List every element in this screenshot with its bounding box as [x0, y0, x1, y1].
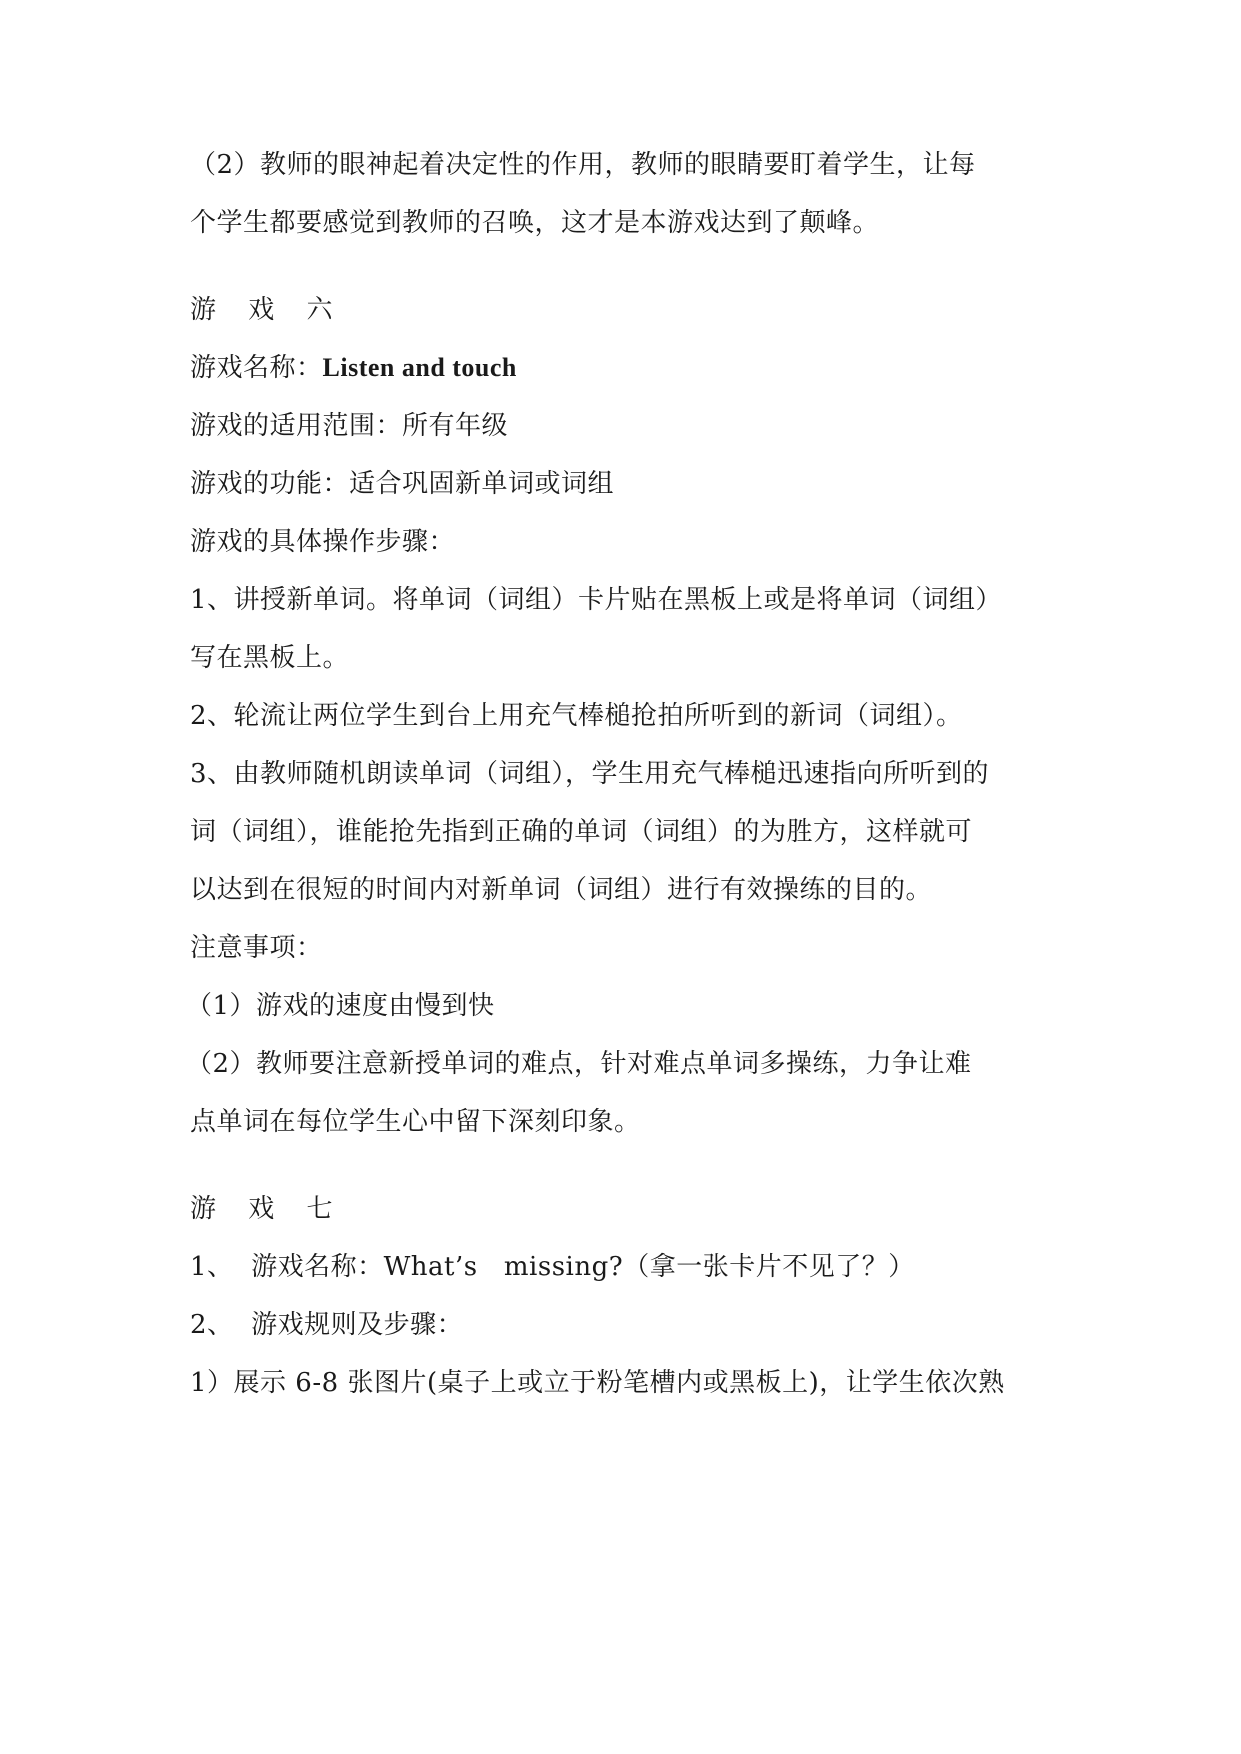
game-7-name-line: 1、 游戏名称：What’s missing?（拿一张卡片不见了？）: [190, 1252, 915, 1282]
paragraph-line: 个学生都要感觉到教师的召唤，这才是本游戏达到了颠峰。: [190, 208, 880, 238]
paragraph-line: （2）教师的眼神起着决定性的作用，教师的眼睛要盯着学生，让每: [190, 150, 976, 180]
applicable-range-line: 游戏的适用范围：所有年级: [190, 411, 509, 441]
game-name-label: 游戏名称：: [190, 353, 323, 383]
note-2-line-1: （2）教师要注意新授单词的难点，针对难点单词多操练，力争让难: [186, 1049, 972, 1079]
step-1-line-1: 1、讲授新单词。将单词（词组）卡片贴在黑板上或是将单词（词组）: [190, 585, 1003, 615]
step-2-line: 2、轮流让两位学生到台上用充气棒槌抢拍所听到的新词（词组）。: [190, 701, 963, 731]
note-2-line-2: 点单词在每位学生心中留下深刻印象。: [190, 1107, 641, 1137]
step-3-line-1: 3、由教师随机朗读单词（词组），学生用充气棒槌迅速指向所听到的: [190, 759, 990, 789]
step-3-line-2: 词（词组），谁能抢先指到正确的单词（词组）的为胜方，这样就可: [190, 817, 973, 847]
game-name-value: Listen and touch: [322, 353, 517, 382]
game-7-step-1-line: 1）展示 6-8 张图片(桌子上或立于粉笔槽内或黑板上)，让学生依次熟: [190, 1368, 1005, 1398]
step-3-line-3: 以达到在很短的时间内对新单词（词组）进行有效操练的目的。: [190, 875, 933, 905]
game-7-rules-line: 2、 游戏规则及步骤：: [190, 1310, 464, 1340]
game-name-line: [190, 350, 1060, 386]
step-1-line-2: 写在黑板上。: [190, 643, 350, 673]
notes-heading: 注意事项：: [190, 933, 323, 963]
note-1-line: （1）游戏的速度由慢到快: [186, 991, 495, 1021]
section-heading-game-7: 游 戏 七: [190, 1194, 345, 1224]
section-heading-game-6: 游 戏 六: [190, 295, 345, 325]
steps-heading: 游戏的具体操作步骤：: [190, 527, 456, 557]
function-line: 游戏的功能：适合巩固新单词或词组: [190, 469, 615, 499]
